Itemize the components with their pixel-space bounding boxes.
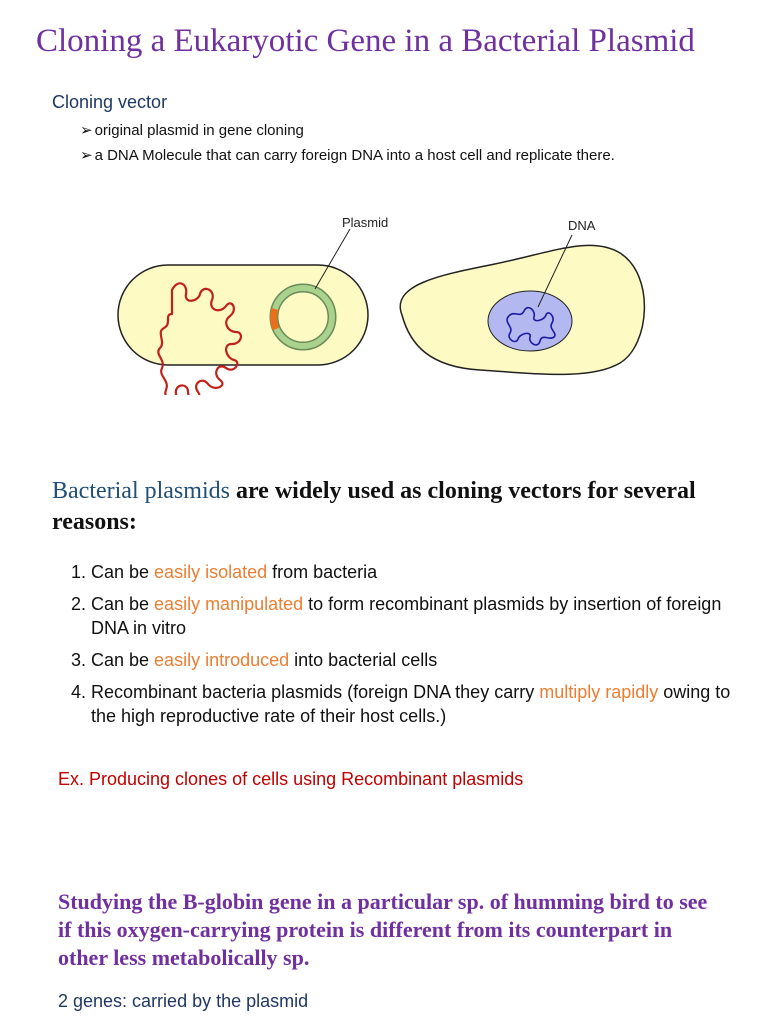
arrow-bullet-icon: ➢: [80, 122, 93, 139]
bullet-item: ➢ a DNA Molecule that can carry foreign DNA into a host cell and replicate there.: [80, 147, 615, 164]
cloning-diagram: [110, 205, 670, 395]
plasmids-highlight: Bacterial plasmids: [52, 478, 230, 504]
page-title: Cloning a Eukaryotic Gene in a Bacterial Plasmid: [36, 23, 695, 59]
insert-segment: [274, 309, 276, 329]
list-item: 3. Can be easily introduced into bacterial cells: [91, 648, 731, 672]
list-item: 2. Can be easily manipulated to form recombinant plasmids by insertion of foreign DNA in vitro: [91, 592, 731, 640]
reasons-list: [58, 560, 731, 736]
label-dna: DNA: [568, 218, 596, 233]
arrow-bullet-icon: ➢: [80, 147, 93, 164]
plasmids-heading: [52, 476, 732, 538]
label-plasmid: Plasmid: [342, 215, 389, 230]
plasmids-heading-rest: are widely used as cloning vectors for several reasons:: [52, 478, 696, 535]
example-text: Ex. Producing clones of cells using Recombinant plasmids: [58, 769, 524, 789]
list-item: 4. Recombinant bacteria plasmids (foreign DNA they carry multiply rapidly owing to the high reproductive rate of their host cells.): [91, 680, 731, 728]
genes-text: 2 genes: carried by the plasmid: [58, 991, 309, 1011]
list-item: 1. Can be easily isolated from bacteria: [91, 560, 731, 584]
cloning-vector-heading: Cloning vector: [52, 92, 168, 112]
bullet-item: ➢ original plasmid in gene cloning: [80, 122, 304, 139]
study-heading: Studying the B-globin gene in a particular sp. of humming bird to see if this oxygen-carrying protein is different from its counterpart in other less metabolically sp.: [58, 889, 708, 970]
